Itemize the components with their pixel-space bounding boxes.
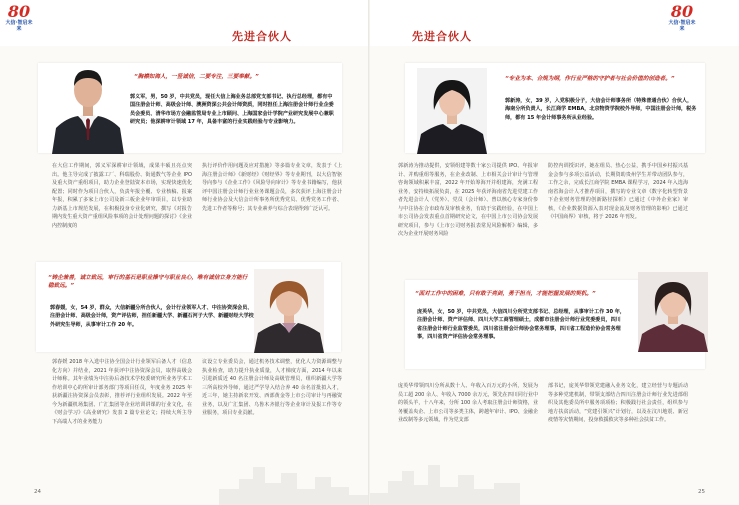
profile-quote: “胸襟如海人，一竖诚信，二要专注，三要奉献。” xyxy=(134,74,259,80)
profile-name: 庞英华， xyxy=(417,309,438,315)
logo-caption: 大信·智启未来 xyxy=(668,20,696,32)
portrait-photo-woman xyxy=(638,272,708,352)
anniversary-logo xyxy=(5,3,33,32)
article-column-left: 郭新涛为推动提供，安领组建等数十家公司提供 IPO、年报审计、并购重组等服务，在企业改制、上市相关会计审计与管理咨询领域积累丰富，2022 年开始筹海开并组建海，充满工程业务，安持续拓展负责，在 2025 年获评海南省先进党建工作者先进会计人（党外）、党员（会计师）、曾以核心专家身份参与中注协在合市政布及审核业务，有助于实践经验，在中国上市公司协会发表重点首期研究论文，在中国上市公司协会发展研究项目，参与《上市公司财务报表常见风险解析》编辑，多次为企业开展财务风险 xyxy=(398,163,538,237)
article-column-right: 部书记，庞英华带领党建融入业务文化，建立经营与专题活动等多种党建机制，带领支部结合四川注册会计师行业先进部组织及其他委员所中服务项项检；积极践行社会责任，组织参与地方扶贫活动，“党建引领兴”计划行，以及在汶川地震、新冠疫情等灾情期间，投身救援救灾等多种社会扶贫工作。 xyxy=(548,383,688,423)
page-number: 24 xyxy=(34,489,41,495)
anniversary-logo xyxy=(668,3,696,32)
article-column-left: 在大信工作期间，郭义军深耕审计领域，成果丰硕且亮点突出。他主导完成了披露工厂、科瑞股份、街通数气等企业 IPO 及重大资产重组项目，助力企业登陆资本市场，实现快速优化配置；同时作为项目合伙人，负责年报全覆、专业核稿、报案年报，积累了多家上市公司及新三板企业年审项目，以专业助力新基上市规范发展，在积极投身专业化研究，撰写《对报告期内发生重大资产重组风险事项的会计处理问题的探讨》《企业内控制度的 xyxy=(52,163,192,229)
left-page xyxy=(0,0,369,505)
article-column-right: 议设立专业委员会，通过机务技术调整，优化人力资源调整与执业检查，助力提升执业质量，人才梯度方面，2014 年以来引进新质近 40 名注册会计师及高级管理员，组织新疆大学等三所高校外导师，通过严学导入结合养 40 余名首批拟入才，近三年，她主持新农开发、西部黄金等上市公司审计与再融资业务，以及广汇集团、乌鲁木齐银行等企业审计及报工作等专业服务，项目专业贡献。 xyxy=(202,359,342,416)
logo-number: 80 xyxy=(7,2,31,21)
profile-quote: “专业为本、合规为纲，作行业严格的守护者与社会价值的创造者。” xyxy=(505,76,675,82)
profile-bio xyxy=(417,308,625,342)
article-column-left: 庞英华带领四川分所从数十人、年收入百万元的小所，发展为员工超 200 余人、年收入 7000 余万元，领先在四川同行业中的领头羊，十八年来，分所 100 余人考取注册会计师资格，业务覆盖央企、上市公司等多类主体，跨越年审计、IPO、金融企业改制等多元领域，作为党支部 xyxy=(398,383,538,423)
profile-bio xyxy=(50,304,254,329)
logo-number: 80 xyxy=(670,2,694,21)
profile-name: 郭义军， xyxy=(130,94,151,100)
page-number: 25 xyxy=(698,489,705,495)
section-title: 先进合伙人 xyxy=(412,30,472,43)
portrait-photo-woman xyxy=(254,269,324,353)
section-title: 先进合伙人 xyxy=(232,30,292,43)
profile-name: 郭新涛， xyxy=(505,98,526,104)
building-watermark xyxy=(219,459,369,505)
profile-quote: “铸企兼善，诚立致远，审行的基石是职业操守与职业良心，唯有诚信立身方能行稳致远。” xyxy=(48,275,248,289)
profile-article xyxy=(398,382,688,462)
profile-name: 郭春媛， xyxy=(50,305,71,311)
profile-bio-text: 女，54 岁，群众，大信新疆分所合伙人，会计行业领军人才、中注协资深会员、注册会计师、高级会计师，资产评估师，担任新疆大学、新疆石河子大学、新疆财经大学校外研究生导师，从事审计工作 20 年。 xyxy=(50,305,254,328)
profile-article xyxy=(52,358,342,448)
building-watermark xyxy=(370,459,520,505)
profile-quote: “面对工作中的困难，只有敢于亮剑，勇于担当，才能把握发展的契机。” xyxy=(415,291,596,297)
profile-bio xyxy=(130,93,336,127)
article-column-left: 郭春媛 2018 年入选中注协全国会计行业领军后备人才（信息化方向）并结业，2021 年获评中注协资深会员，取得高级会计师称。其年业绩为中注协后备技术学校委研究所业务学术工作培训中心的所审计部务部门等项目任员，年度业务 2025 年获新疆注协资深会员表彰，推荐评行业组织发展。2022 年至今为新疆机场集团、广汇集团等企业培训讲课的行业文化，在《财会学习》《高业研究》发表 2 篇专业论文；持续大所主导下高端人才的业务能力 xyxy=(52,359,192,425)
profile-bio-text: 女，39 岁，入党积极分子，大信会计师事务所（特殊普通合伙）合伙人，海南分所负责人，长江商学 EMBA，北京物资学院校外导师，中国注册会计师，税务师，都有 15 年会计师事务所从业经验。 xyxy=(505,98,697,121)
profile-bio xyxy=(505,97,697,122)
logo-caption: 大信·智启未来 xyxy=(5,20,33,32)
page-header xyxy=(0,0,369,46)
portrait-photo-man xyxy=(52,56,124,154)
profile-bio-text: 女，50 岁，中共党员，大信四川分所党支部书记、总经理，从事审计工作 30 年，注册会计师、资产评估师、四川大学工商管理硕士，成都市注册会计师行业党委委员，四川省注册会计师行业监管委员，四川省注册会计师协会常务理事，四川省工程造价协会常务理事，四川省资产评估协会常务理事。 xyxy=(417,309,625,341)
article-column-right: 执行评价作用问题及应对措施》等多篇专业文章，发表于《上海注册会计师》《新财经》《财经界》等专业期刊，以大信智驱导向参与《企业工作》《风险导向审计》等专业书籍编写，他获评中国注册会计师行业业务课题会员，多次获评上海注册会计师行业协会及大信会计所事务所优秀党员、优秀党务工作者、先进工作者等称号；其专业素养与综合表现得到广泛认可。 xyxy=(202,163,342,212)
profile-article xyxy=(52,162,342,252)
profile-bio-text: 男，50 岁，中共党员，现任大信上海业务总部党支部书记、执行总经理，都有中国注册会计师、高级会计师、澳洲资深公共会计师资质，同时担任上海注册会计师行业企委员会委员、清华市场方会融监管局专业上市顾问、上海国家会计学院产业研究发展中心兼职研究员；他深耕审计领域 17 年，具备丰富的行业实践经验与专业影响力。 xyxy=(130,94,334,126)
profile-article xyxy=(398,162,688,252)
article-column-right: 防控内训授识评，她在组员、热心公益，携手中国乡村振兴基金会参与多项公益活动，长期资助贵州学生并带动团队参与，工作之余，完成长江商学院 EMBA 课程学习，2024 年入选海南省海会计人才推荐项目，撰写的专业文章《数字化转型背景下企业财务管理的创新路径探析》已通过《中外企业家》审核，《企业数据资源入表对现金流及财务管理的影响》已通过《中国商界》审核，将于 2026 年刊发。 xyxy=(548,163,688,220)
right-page xyxy=(370,0,739,505)
portrait-photo-woman xyxy=(417,68,487,154)
